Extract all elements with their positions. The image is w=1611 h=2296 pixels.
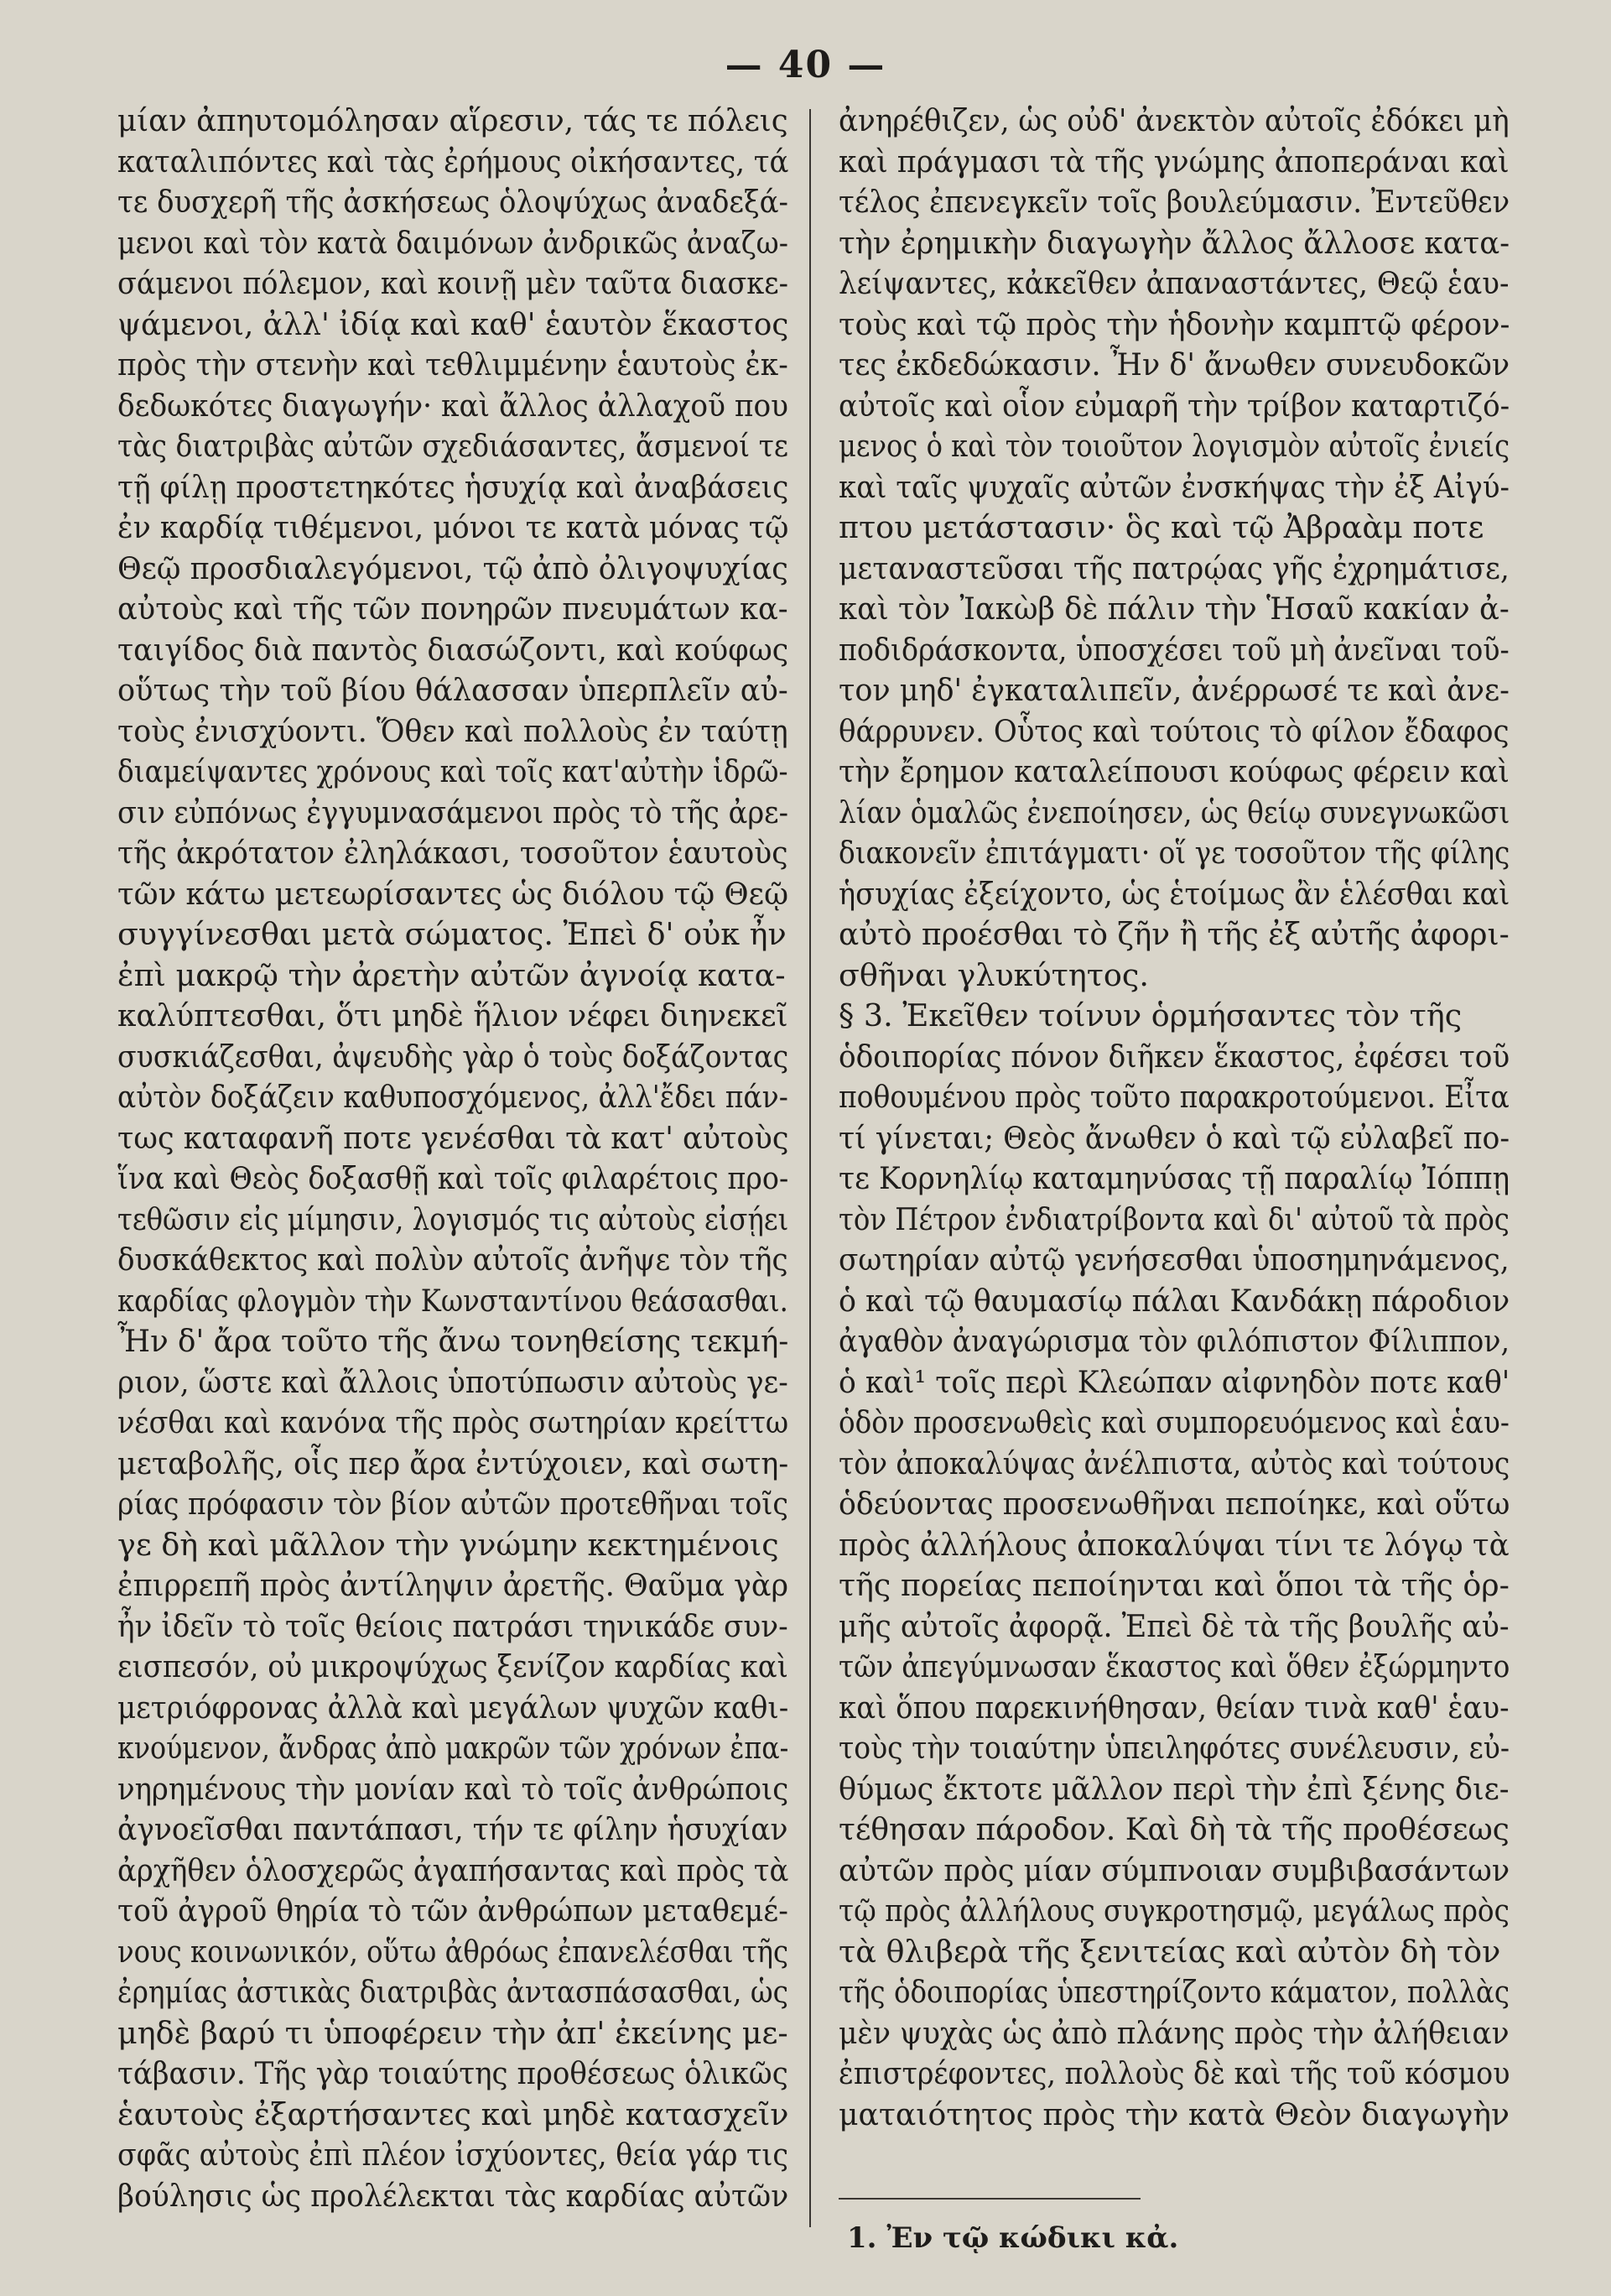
text-line: ἦν ἰδεῖν τὸ τοῖς θείοις πατράσι τηνικάδε συν- — [117, 1607, 788, 1644]
text-line: κνούμενον, ἄνδρας ἀπὸ μακρῶν τῶν χρόνων ἐπα- — [117, 1730, 789, 1766]
text-line: μεταβολῆς, οἷς περ ἄρα ἐντύχοιεν, καὶ σωτη- — [117, 1445, 789, 1481]
text-line: πτου μετάστασιν· ὃς καὶ τῷ Ἀβραὰμ ποτε — [839, 509, 1484, 545]
text-line: καὶ πράγμασι τὰ τῆς γνώμης ἀποπεράναι καὶ — [839, 143, 1510, 180]
text-line: τάβασιν. Τῆς γὰρ τοιαύτης προθέσεως ὁλικῶς — [117, 2055, 788, 2091]
text-line: ἐπὶ μακρῷ τὴν ἀρετὴν αὐτῶν ἀγνοίᾳ κατα- — [117, 956, 786, 993]
right-column — [839, 101, 1510, 2135]
footnote-rule — [839, 2198, 1141, 2200]
text-line: σάμενοι πόλεμον, καὶ κοινῇ μὲν ταῦτα διασκε- — [117, 265, 788, 301]
text-line: γε δὴ καὶ μᾶλλον τὴν γνώμην κεκτημένοις — [117, 1526, 779, 1563]
text-line: ἀνηρέθιζεν, ὡς οὐδ' ἀνεκτὸν αὐτοῖς ἐδόκει μὴ — [839, 102, 1510, 138]
text-line: τῶν ἀπεγύμνωσαν ἕκαστος καὶ ὅθεν ἐξώρμηντο — [839, 1648, 1510, 1684]
text-line: καὶ ὅπου παρεκινήθησαν, θείαν τινὰ καθ' ἑαυ- — [839, 1689, 1510, 1726]
text-line: καρδίας φλογμὸν τὴν Κωνσταντίνου θεάσασθαι. — [117, 1282, 788, 1319]
text-line: ἐπιρρεπῆ πρὸς ἀντίληψιν ἀρετῆς. Θαῦμα γὰρ — [117, 1567, 789, 1603]
text-line: συσκιάζεσθαι, ἀψευδὴς γὰρ ὁ τοὺς δοξάζοντας — [117, 1038, 789, 1075]
text-line: διακονεῖν ἐπιτάγματι· οἵ γε τοσοῦτον τῆς φίλης — [839, 835, 1510, 871]
text-line: μῆς αὐτοῖς ἀφορᾷ. Ἐπεὶ δὲ τὰ τῆς βουλῆς αὐ- — [839, 1607, 1510, 1644]
text-line: σωτηρίαν αὐτῷ γενήσεσθαι ὑποσημηνάμενος, — [839, 1242, 1510, 1278]
text-line: ριον, ὥστε καὶ ἄλλοις ὑποτύπωσιν αὐτοὺς γε- — [117, 1363, 788, 1400]
text-line: οὕτως τὴν τοῦ βίου θάλασσαν ὑπερπλεῖν αὐ- — [117, 672, 788, 708]
text-line: τὸν ἀποκαλύψας ἀνέλπιστα, αὐτὸς καὶ τούτους — [839, 1445, 1510, 1481]
text-line: νέσθαι καὶ κανόνα τῆς πρὸς σωτηρίαν κρείττω — [117, 1404, 789, 1440]
text-line: τέλος ἐπενεγκεῖν τοῖς βουλεύμασιν. Ἐντεῦθεν — [839, 184, 1510, 220]
text-line: δεδωκότες διαγωγήν· καὶ ἄλλος ἀλλαχοῦ που — [117, 387, 789, 424]
text-line: λείψαντες, κἀκεῖθεν ἀπαναστάντες, Θεῷ ἑαυ- — [839, 265, 1510, 301]
text-line: δυσκάθεκτος καὶ πολὺν αὐτοῖς ἀνῆψε τὸν τῆς — [117, 1242, 788, 1278]
text-line: μετριόφρονας ἀλλὰ καὶ μεγάλων ψυχῶν καθι- — [117, 1689, 789, 1726]
text-line: διαμείψαντες χρόνους καὶ τοῖς κατ'αὐτὴν ἱδρῶ- — [117, 753, 788, 789]
text-line: τέθησαν πάροδον. Καὶ δὴ τὰ τῆς προθέσεως — [839, 1811, 1510, 1847]
text-line: πρὸς τὴν στενὴν καὶ τεθλιμμένην ἑαυτοὺς ἐκ- — [117, 346, 788, 383]
text-line: ποθουμένου πρὸς τοῦτο παρακροτούμενοι. Εἶτα — [839, 1079, 1510, 1115]
text-line: μίαν ἀπηυτομόλησαν αἵρεσιν, τάς τε πόλεις — [117, 102, 788, 138]
text-line: τοὺς καὶ τῷ πρὸς τὴν ἡδονὴν καμπτῷ φέρον- — [839, 305, 1510, 342]
text-line: ἑαυτοὺς ἐξαρτήσαντες καὶ μηδὲ κατασχεῖν — [117, 2096, 789, 2132]
text-line: ἵνα καὶ Θεὸς δοξασθῇ καὶ τοῖς φιλαρέτοις προ- — [117, 1160, 789, 1196]
text-line: ὁδεύοντας προσενωθῆναι πεποίηκε, καὶ οὕτω — [839, 1486, 1510, 1522]
text-line: ἀγαθὸν ἀναγώρισμα τὸν φιλόπιστον Φίλιππον, — [839, 1323, 1510, 1359]
text-line: συγγίνεσθαι μετὰ σώματος. Ἐπεὶ δ' οὐκ ἦν — [117, 916, 787, 952]
text-line: τῆς ὁδοιπορίας ὑπεστηρίζοντο κάματον, πολλὰς — [839, 1974, 1510, 2010]
text-line: καλύπτεσθαι, ὅτι μηδὲ ἥλιον νέφει διηνεκεῖ — [117, 997, 788, 1033]
text-line: καὶ τὸν Ἰακὼβ δὲ πάλιν τὴν Ἡσαῦ κακίαν ἀ- — [839, 591, 1510, 627]
text-line: ἀγνοεῖσθαι παντάπασι, τήν τε φίλην ἡσυχίαν — [117, 1811, 788, 1847]
left-column — [117, 101, 788, 2216]
text-line: αὐτοῖς καὶ οἷον εὐμαρῆ τὴν τρίβον καταρτιζό- — [839, 387, 1510, 424]
text-line: ὁδοιπορίας πόνον διῆκεν ἕκαστος, ἐφέσει τοῦ — [839, 1038, 1510, 1075]
page-number: — 40 — — [725, 44, 886, 86]
text-line: θύμως ἔκτοτε μᾶλλον περὶ τὴν ἐπὶ ξένης διε- — [839, 1770, 1510, 1807]
text-line: νηρημένους τὴν μονίαν καὶ τὸ τοῖς ἀνθρώποις — [117, 1770, 789, 1807]
column-divider — [809, 109, 811, 2227]
text-line: μὲν ψυχὰς ὡς ἀπὸ πλάνης πρὸς τὴν ἀλήθειαν — [839, 2014, 1510, 2051]
text-line: ταιγίδος διὰ παντὸς διασώζοντι, καὶ κούφως — [117, 631, 789, 668]
text-line: τὸν Πέτρον ἐνδιατρίβοντα καὶ δι' αὐτοῦ τὰ πρὸς — [839, 1200, 1510, 1237]
text-line: ἡσυχίας ἐξείχοντο, ὡς ἑτοίμως ἂν ἑλέσθαι καὶ — [839, 875, 1510, 912]
text-line: βούλησις ὡς προλέλεκται τὰς καρδίας αὐτῶν — [117, 2177, 789, 2214]
text-line: τὴν ἔρημον καταλείπουσι κούφως φέρειν καὶ — [839, 753, 1510, 789]
text-line: § 3. Ἐκεῖθεν τοίνυν ὁρμήσαντες τὸν τῆς — [839, 997, 1463, 1033]
text-line: ψάμενοι, ἀλλ' ἰδίᾳ καὶ καθ' ἑαυτὸν ἕκαστος — [117, 305, 789, 342]
text-line: ἐν καρδίᾳ τιθέμενοι, μόνοι τε κατὰ μόνας τῷ — [117, 509, 789, 545]
text-line: τεθῶσιν εἰς μίμησιν, λογισμός τις αὐτοὺς εἰσῄει — [117, 1200, 789, 1237]
text-line: τοὺς ἐνισχύοντι. Ὅθεν καὶ πολλοὺς ἐν ταύτῃ — [117, 712, 788, 749]
text-line: σιν εὐπόνως ἐγγυμνασάμενοι πρὸς τὸ τῆς ἀρε- — [117, 794, 788, 830]
text-line: τὰς διατριβὰς αὐτῶν σχεδιάσαντες, ἄσμενοί τε — [117, 428, 788, 464]
text-line: τῆς πορείας πεποίηνται καὶ ὅποι τὰ τῆς ὁρ- — [839, 1567, 1510, 1603]
text-line: μενος ὁ καὶ τὸν τοιοῦτον λογισμὸν αὐτοῖς ἐνιείς — [839, 428, 1510, 464]
text-line: λίαν ὁμαλῶς ἐνεποίησεν, ὡς θείῳ συνεγνωκῶσι — [839, 794, 1510, 830]
text-line: σθῆναι γλυκύτητος. — [839, 956, 1149, 993]
text-line: τως καταφανῆ ποτε γενέσθαι τὰ κατ' αὐτοὺς — [117, 1119, 789, 1156]
text-line: ὁδὸν προσενωθεὶς καὶ συμπορευόμενος καὶ ἑαυ- — [839, 1404, 1510, 1440]
text-line: αὐτὸν δοξάζειν καθυποσχόμενος, ἀλλ'ἔδει πάν- — [117, 1079, 788, 1115]
text-line: ποδιδράσκοντα, ὑποσχέσει τοῦ μὴ ἀνεῖναι τοῦ- — [839, 631, 1510, 668]
text-line: τὰ θλιβερὰ τῆς ξενιτείας καὶ αὐτὸν δὴ τὸν — [839, 1933, 1501, 1970]
text-line: ὁ καὶ¹ τοῖς περὶ Κλεώπαν αἰφνηδὸν ποτε καθ' — [839, 1363, 1510, 1400]
text-line: τον μηδ' ἐγκαταλιπεῖν, ἀνέρρωσέ τε καὶ ἀνε- — [839, 672, 1510, 708]
text-line: ἀρχῆθεν ὁλοσχερῶς ἀγαπήσαντας καὶ πρὸς τὰ — [117, 1851, 789, 1888]
text-line: αὐτοὺς καὶ τῆς τῶν πονηρῶν πνευμάτων κα- — [117, 591, 788, 627]
text-line: ἐπιστρέφοντες, πολλοὺς δὲ καὶ τῆς τοῦ κόσμου — [839, 2055, 1510, 2091]
text-line: πρὸς ἀλλήλους ἀποκαλύψαι τίνι τε λόγῳ τὰ — [839, 1526, 1510, 1563]
text-line: καταλιπόντες καὶ τὰς ἐρήμους οἰκήσαντες, τά — [117, 143, 789, 180]
text-line: σφᾶς αὐτοὺς ἐπὶ πλέον ἰσχύοντες, θεία γάρ τις — [117, 2137, 789, 2173]
text-line: τί γίνεται; Θεὸς ἄνωθεν ὁ καὶ τῷ εὐλαβεῖ πο- — [839, 1119, 1510, 1156]
text-line: τε Κορνηλίῳ καταμηνύσας τῇ παραλίῳ Ἰόππῃ — [839, 1160, 1510, 1196]
text-line: Θεῷ προσδιαλεγόμενοι, τῷ ἀπὸ ὀλιγοψυχίας — [117, 549, 788, 586]
text-line: ρίας πρόφασιν τὸν βίον αὐτῶν προτεθῆναι τοῖς — [117, 1486, 788, 1522]
text-line: αὐτῶν πρὸς μίαν σύμπνοιαν συμβιβασάντων — [839, 1851, 1510, 1888]
text-line: Ἦν δ' ἄρα τοῦτο τῆς ἄνω τονηθείσης τεκμή- — [117, 1323, 789, 1359]
footnote: 1. Ἐν τῷ κώδικι κἀ. — [847, 2221, 1179, 2255]
text-line: τῆς ἀκρότατον ἐληλάκασι, τοσοῦτον ἑαυτοὺς — [117, 835, 788, 871]
text-line: τῷ πρὸς ἀλλήλους συγκροτησμῷ, μεγάλως πρὸς — [839, 1893, 1510, 1929]
text-line: τοῦ ἀγροῦ θηρία τὸ τῶν ἀνθρώπων μεταθεμέ- — [117, 1893, 788, 1929]
text-line: μενοι καὶ τὸν κατὰ δαιμόνων ἀνδρικῶς ἀναζω- — [117, 224, 788, 261]
text-line: μηδὲ βαρύ τι ὑποφέρειν τὴν ἀπ' ἐκείνης με- — [117, 2014, 788, 2051]
text-line: τες ἐκδεδώκασιν. Ἦν δ' ἄνωθεν συνευδοκῶν — [839, 346, 1510, 383]
text-line: τε δυσχερῆ τῆς ἀσκήσεως ὁλοψύχως ἀναδεξά- — [117, 184, 788, 220]
text-line: ἐρημίας ἀστικὰς διατριβὰς ἀντασπάσασθαι, ὡς — [117, 1974, 788, 2010]
text-line: καὶ ταῖς ψυχαῖς αὐτῶν ἐνσκήψας τὴν ἐξ Αἰγύ- — [839, 468, 1510, 505]
text-line: αὐτὸ προέσθαι τὸ ζῆν ἢ τῆς ἐξ αὐτῆς ἀφορι- — [839, 916, 1510, 952]
text-line: θάρρυνεν. Οὗτος καὶ τούτοις τὸ φίλον ἔδαφος — [839, 712, 1510, 749]
text-line: τῶν κάτω μετεωρίσαντες ὡς διόλου τῷ Θεῷ — [117, 875, 789, 912]
text-line: τὴν ἐρημικὴν διαγωγὴν ἄλλος ἄλλοσε κατα- — [839, 224, 1510, 261]
text-line: ματαιότητος πρὸς τὴν κατὰ Θεὸν διαγωγὴν — [839, 2096, 1510, 2132]
text-line: ὁ καὶ τῷ θαυμασίῳ πάλαι Κανδάκῃ πάροδιον — [839, 1282, 1510, 1319]
text-line: εισπεσόν, οὐ μικροψύχως ξενίζον καρδίας καὶ — [117, 1648, 788, 1684]
text-line: νους κοινωνικόν, οὕτω ἀθρόως ἐπανελέσθαι τῆς — [117, 1933, 789, 1970]
text-line: μεταναστεῦσαι τῆς πατρῴας γῆς ἐχρημάτισε, — [839, 549, 1510, 586]
text-line: τοὺς τὴν τοιαύτην ὑπειληφότες συνέλευσιν, εὐ- — [839, 1730, 1510, 1766]
text-line: τῇ φίλῃ προστετηκότες ἡσυχίᾳ καὶ ἀναβάσεις — [117, 468, 789, 505]
